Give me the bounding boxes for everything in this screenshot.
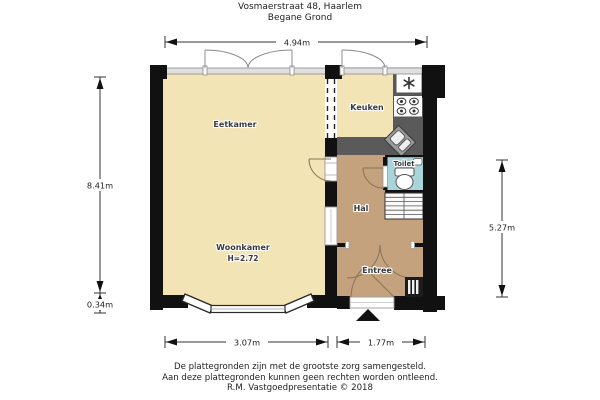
dim-arrow (316, 339, 327, 346)
dimension-left (81, 77, 119, 293)
room-label-woonkamer: Woonkamer (216, 243, 270, 252)
page-title: Vosmaerstraat 48, Haarlem (238, 2, 362, 12)
disclaimer-line-2: Aan deze plattegronden kunnen geen rechten worden ontleend. (162, 372, 438, 383)
wall-left (150, 65, 163, 310)
toilet-bowl-icon (396, 175, 413, 190)
wall-divider-seg1 (325, 138, 337, 157)
dim-arrow (166, 339, 177, 346)
dim-arrow (415, 39, 426, 46)
credit-line: R.M. Vastgoedpresentatie © 2018 (227, 383, 373, 393)
dim-arrow (338, 339, 349, 346)
dim-width-bottom-left: 3.07m (233, 337, 261, 348)
dim-arrow (499, 285, 506, 296)
dim-arrow (97, 281, 104, 292)
room-label-hal: Hal (353, 204, 369, 213)
dim-arrow (166, 39, 177, 46)
open-passage-dashed (328, 79, 335, 138)
wall-divider-seg3 (325, 245, 337, 296)
dim-bay-depth: 0.34m (86, 299, 114, 310)
dimension-bottom-left (165, 336, 328, 348)
dim-arrow (97, 78, 104, 89)
wall-divider-seg2 (325, 181, 337, 207)
dim-height-left: 8.41m (86, 180, 114, 191)
title-block (0, 2, 600, 24)
wall-right (423, 65, 437, 312)
facade-door-arcs (205, 50, 385, 68)
dim-arrow (499, 161, 506, 172)
toilet-wall-top (385, 155, 423, 157)
page-subtitle: Begane Grond (267, 13, 333, 23)
room-label-keuken: Keuken (350, 103, 384, 112)
meter-cupboard (405, 277, 423, 297)
staircase (385, 193, 423, 219)
dim-height-right: 5.27m (488, 222, 516, 233)
stove (394, 96, 423, 118)
wall-bottom-entry-left (337, 296, 350, 309)
room-label-entree: Entree (362, 266, 392, 275)
room-label-toilet: Toilet (393, 160, 415, 168)
wall-bottom-entry-right (394, 296, 445, 310)
room-label-eetkamer: Eetkamer (213, 120, 257, 129)
dim-arrow (413, 339, 424, 346)
dimension-right (483, 160, 521, 297)
footer-block (0, 362, 600, 394)
north-arrow-icon (356, 309, 380, 321)
hall-living-door (325, 157, 337, 181)
wall-corner-topleft (150, 65, 167, 79)
dimension-top (165, 36, 427, 48)
toilet-sink (414, 159, 423, 166)
dimension-left-small (83, 293, 117, 313)
wall-pier-top (325, 65, 342, 79)
dim-width-top: 4.94m (283, 37, 311, 48)
disclaimer-line-1: De plattegronden zijn met de grootste zorg samengesteld. (173, 362, 427, 372)
toilet-door (383, 166, 388, 187)
dimension-bottom-right (337, 336, 425, 348)
dim-width-bottom-right: 1.77m (367, 337, 395, 348)
room-label-ceiling-height: H=2.72 (227, 254, 259, 263)
